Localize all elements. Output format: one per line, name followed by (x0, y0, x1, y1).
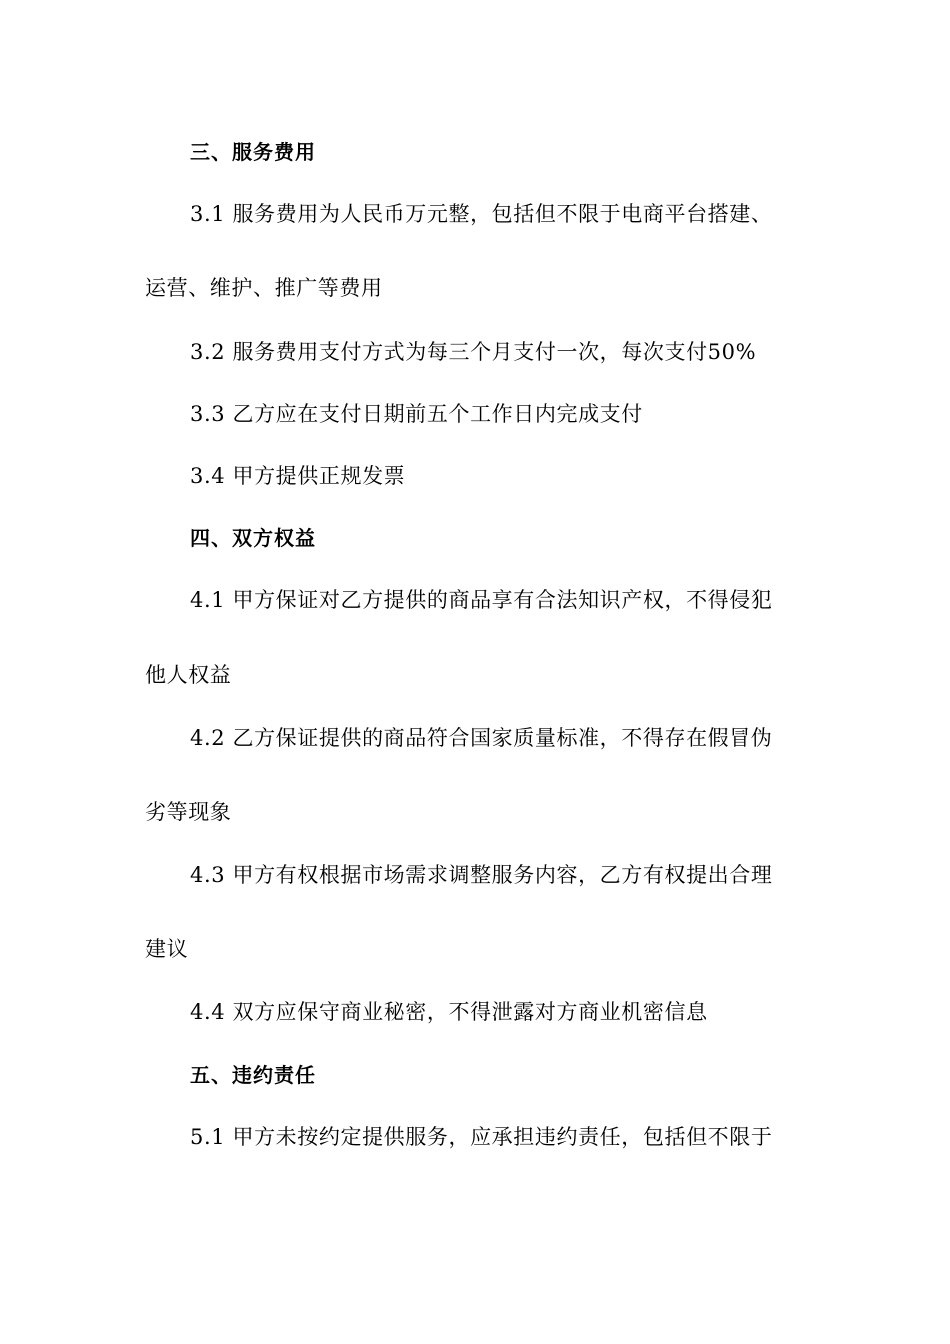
clause-3-1: 3.1 服务费用为人民币万元整，包括但不限于电商平台搭建、 (190, 202, 773, 226)
clause-4-2-continued: 劣等现象 (145, 800, 232, 824)
section-heading-service-fees: 三、服务费用 (190, 140, 316, 164)
clause-3-3: 3.3 乙方应在支付日期前五个工作日内完成支付 (190, 402, 643, 426)
clause-4-1: 4.1 甲方保证对乙方提供的商品享有合法知识产权，不得侵犯 (190, 588, 773, 612)
clause-4-3: 4.3 甲方有权根据市场需求调整服务内容，乙方有权提出合理 (190, 863, 773, 887)
clause-4-3-continued: 建议 (145, 937, 189, 961)
clause-4-2: 4.2 乙方保证提供的商品符合国家质量标准，不得存在假冒伪 (190, 726, 773, 750)
clause-3-1-continued: 运营、维护、推广等费用 (145, 276, 383, 300)
clause-5-1: 5.1 甲方未按约定提供服务，应承担违约责任，包括但不限于 (190, 1125, 773, 1149)
clause-3-4: 3.4 甲方提供正规发票 (190, 464, 406, 488)
clause-4-4: 4.4 双方应保守商业秘密，不得泄露对方商业机密信息 (190, 1000, 708, 1024)
section-heading-breach: 五、违约责任 (190, 1063, 316, 1087)
clause-4-1-continued: 他人权益 (145, 663, 232, 687)
clause-3-2: 3.2 服务费用支付方式为每三个月支付一次，每次支付50% (190, 340, 757, 364)
section-heading-rights: 四、双方权益 (190, 526, 316, 550)
